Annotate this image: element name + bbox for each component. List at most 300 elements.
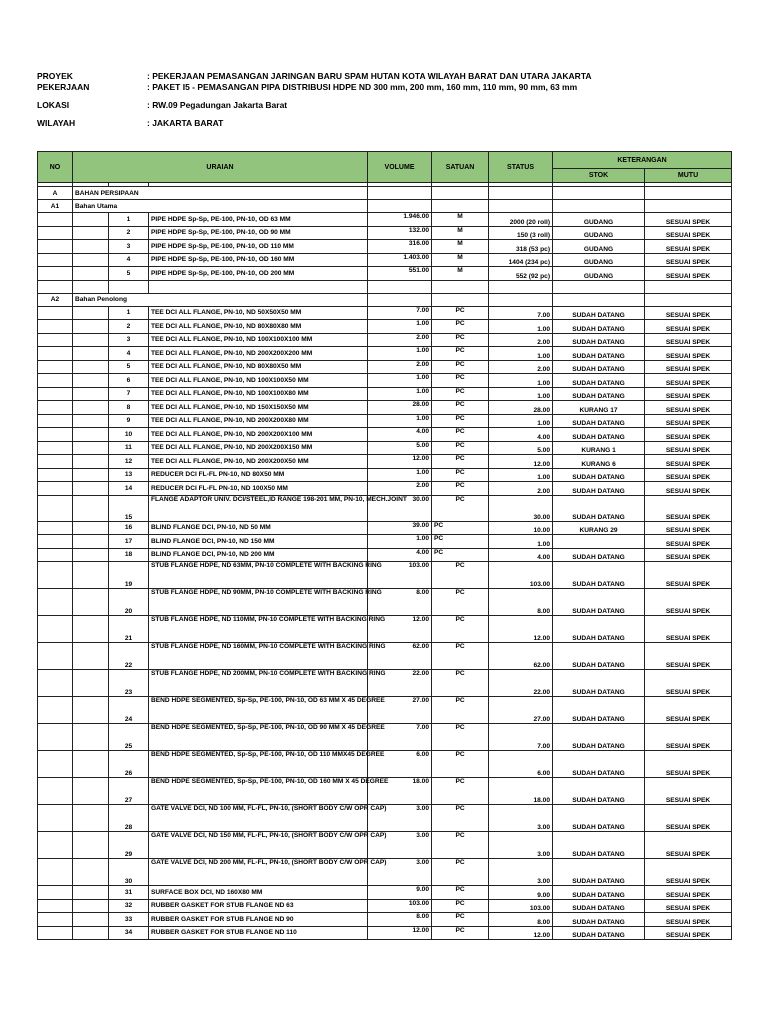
row-unit: PC bbox=[432, 521, 489, 535]
empty-cell bbox=[38, 751, 73, 778]
row-description: FLANGE ADAPTOR UNIV. DCI/STEEL,ID RANGE 198-201 MM, PN-10, MECH.JOINT bbox=[149, 495, 368, 521]
row-number: 28 bbox=[109, 805, 149, 832]
col-uraian: URAIAN bbox=[73, 152, 368, 183]
row-quality: SESUAI SPEK bbox=[645, 401, 732, 415]
row-quality: SESUAI SPEK bbox=[645, 859, 732, 886]
row-number: 2 bbox=[109, 320, 149, 334]
material-table bbox=[37, 151, 732, 940]
row-quality: SESUAI SPEK bbox=[645, 535, 732, 549]
row-unit: PC bbox=[432, 724, 489, 751]
empty-cell bbox=[38, 441, 73, 455]
empty-cell bbox=[73, 347, 109, 361]
empty-cell bbox=[38, 832, 73, 859]
row-quality: SESUAI SPEK bbox=[645, 548, 732, 562]
row-stock: SUDAH DATANG bbox=[553, 414, 645, 428]
row-description: PIPE HDPE Sp-Sp, PE-100, PN-10, OD 63 MM bbox=[149, 213, 368, 227]
empty-cell bbox=[38, 226, 73, 240]
row-quality: SESUAI SPEK bbox=[645, 213, 732, 227]
proyek-value: : PEKERJAAN PEMASANGAN JARINGAN BARU SPAM HUTAN KOTA WILAYAH BARAT DAN UTARA JAKARTA bbox=[147, 71, 592, 81]
row-quality: SESUAI SPEK bbox=[645, 495, 732, 521]
row-stock: KURANG 29 bbox=[553, 521, 645, 535]
row-volume: 28.00 bbox=[368, 401, 432, 415]
row-number: 1 bbox=[109, 213, 149, 227]
empty-cell bbox=[73, 751, 109, 778]
row-volume: 22.00 bbox=[368, 670, 432, 697]
empty-cell bbox=[73, 468, 109, 482]
row-stock: SUDAH DATANG bbox=[553, 562, 645, 589]
table-row bbox=[38, 670, 732, 697]
row-unit: PC bbox=[432, 616, 489, 643]
row-stock bbox=[553, 535, 645, 549]
row-number: 20 bbox=[109, 589, 149, 616]
row-number: 26 bbox=[109, 751, 149, 778]
row-stock: GUDANG bbox=[553, 213, 645, 227]
empty-cell bbox=[38, 360, 73, 374]
row-number: 19 bbox=[109, 562, 149, 589]
empty-cell bbox=[73, 495, 109, 521]
row-stock: GUDANG bbox=[553, 226, 645, 240]
row-status: 318 (53 pc) bbox=[489, 240, 553, 254]
row-description: GATE VALVE DCI, ND 200 MM, FL-FL, PN-10, (SHORT BODY C/W OPR CAP) bbox=[149, 859, 368, 886]
row-stock: SUDAH DATANG bbox=[553, 832, 645, 859]
row-volume: 3.00 bbox=[368, 805, 432, 832]
row-status: 2000 (20 roll) bbox=[489, 213, 553, 227]
row-quality: SESUAI SPEK bbox=[645, 926, 732, 940]
empty-cell bbox=[38, 859, 73, 886]
row-number: 31 bbox=[109, 886, 149, 900]
row-unit: M bbox=[432, 267, 489, 281]
row-description: TEE DCI ALL FLANGE, PN-10, ND 200X200X200 MM bbox=[149, 347, 368, 361]
row-quality: SESUAI SPEK bbox=[645, 240, 732, 254]
empty-cell bbox=[38, 697, 73, 724]
empty-cell bbox=[38, 535, 73, 549]
empty-cell bbox=[73, 724, 109, 751]
row-number: 11 bbox=[109, 441, 149, 455]
table-row bbox=[38, 805, 732, 832]
row-stock: SUDAH DATANG bbox=[553, 670, 645, 697]
row-quality: SESUAI SPEK bbox=[645, 697, 732, 724]
empty-cell bbox=[38, 333, 73, 347]
row-quality: SESUAI SPEK bbox=[645, 899, 732, 913]
row-volume: 1.00 bbox=[368, 320, 432, 334]
row-number: 3 bbox=[109, 333, 149, 347]
row-volume: 1.946.00 bbox=[368, 213, 432, 227]
empty-cell bbox=[38, 670, 73, 697]
row-stock: SUDAH DATANG bbox=[553, 347, 645, 361]
row-volume: 3.00 bbox=[368, 859, 432, 886]
row-stock: SUDAH DATANG bbox=[553, 387, 645, 401]
row-description: BLIND FLANGE DCI, PN-10, ND 150 MM bbox=[149, 535, 368, 549]
row-volume: 12.00 bbox=[368, 926, 432, 940]
table-row bbox=[38, 374, 732, 388]
row-unit: M bbox=[432, 253, 489, 267]
empty-cell bbox=[38, 468, 73, 482]
table-row bbox=[38, 832, 732, 859]
table-row bbox=[38, 643, 732, 670]
row-unit: PC bbox=[432, 401, 489, 415]
empty-cell bbox=[73, 616, 109, 643]
row-volume: 2.00 bbox=[368, 482, 432, 496]
row-status: 103.00 bbox=[489, 899, 553, 913]
row-description: TEE DCI ALL FLANGE, PN-10, ND 80X80X50 MM bbox=[149, 360, 368, 374]
col-mutu: MUTU bbox=[645, 169, 732, 183]
row-number: 18 bbox=[109, 548, 149, 562]
table-row bbox=[38, 616, 732, 643]
row-stock: KURANG 17 bbox=[553, 401, 645, 415]
row-quality: SESUAI SPEK bbox=[645, 360, 732, 374]
row-volume: 2.00 bbox=[368, 333, 432, 347]
col-no: NO bbox=[38, 152, 73, 183]
row-stock: SUDAH DATANG bbox=[553, 360, 645, 374]
row-number: 29 bbox=[109, 832, 149, 859]
row-unit: PC bbox=[432, 886, 489, 900]
row-status: 1404 (234 pc) bbox=[489, 253, 553, 267]
row-unit: PC bbox=[432, 926, 489, 940]
row-quality: SESUAI SPEK bbox=[645, 226, 732, 240]
row-unit: PC bbox=[432, 428, 489, 442]
row-quality: SESUAI SPEK bbox=[645, 387, 732, 401]
row-stock: SUDAH DATANG bbox=[553, 468, 645, 482]
row-status: 12.00 bbox=[489, 455, 553, 469]
row-unit: PC bbox=[432, 306, 489, 320]
row-stock: SUDAH DATANG bbox=[553, 320, 645, 334]
row-unit: PC bbox=[432, 495, 489, 521]
row-description: REDUCER DCI FL-FL PN-10, ND 80X50 MM bbox=[149, 468, 368, 482]
row-quality: SESUAI SPEK bbox=[645, 347, 732, 361]
row-description: PIPE HDPE Sp-Sp, PE-100, PN-10, OD 200 MM bbox=[149, 267, 368, 281]
row-stock: SUDAH DATANG bbox=[553, 482, 645, 496]
row-unit: PC bbox=[432, 832, 489, 859]
row-quality: SESUAI SPEK bbox=[645, 320, 732, 334]
table-row bbox=[38, 468, 732, 482]
empty-cell bbox=[73, 778, 109, 805]
row-description: REDUCER DCI FL-FL PN-10, ND 100X50 MM bbox=[149, 482, 368, 496]
empty-cell bbox=[73, 643, 109, 670]
row-description: TEE DCI ALL FLANGE, PN-10, ND 150X150X50 MM bbox=[149, 401, 368, 415]
row-number: 7 bbox=[109, 387, 149, 401]
empty-cell bbox=[73, 455, 109, 469]
table-row bbox=[38, 320, 732, 334]
row-description: STUB FLANGE HDPE, ND 200MM, PN-10 COMPLETE WITH BACKING RING bbox=[149, 670, 368, 697]
row-stock: KURANG 6 bbox=[553, 455, 645, 469]
empty-cell bbox=[73, 240, 109, 254]
row-quality: SESUAI SPEK bbox=[645, 455, 732, 469]
row-quality: SESUAI SPEK bbox=[645, 886, 732, 900]
empty-cell bbox=[73, 226, 109, 240]
row-unit: PC bbox=[432, 778, 489, 805]
col-status: STATUS bbox=[489, 152, 553, 183]
row-number: 33 bbox=[109, 913, 149, 927]
row-unit: PC bbox=[432, 468, 489, 482]
table-row bbox=[38, 441, 732, 455]
row-status: 552 (92 pc) bbox=[489, 267, 553, 281]
table-row bbox=[38, 455, 732, 469]
row-number: 10 bbox=[109, 428, 149, 442]
row-status: 28.00 bbox=[489, 401, 553, 415]
table-row bbox=[38, 267, 732, 281]
row-description: PIPE HDPE Sp-Sp, PE-100, PN-10, OD 160 MM bbox=[149, 253, 368, 267]
empty-cell bbox=[73, 253, 109, 267]
empty-cell bbox=[38, 521, 73, 535]
row-status: 3.00 bbox=[489, 805, 553, 832]
row-description: BLIND FLANGE DCI, PN-10, ND 200 MM bbox=[149, 548, 368, 562]
row-description: SURFACE BOX DCI, ND 160X80 MM bbox=[149, 886, 368, 900]
row-description: BEND HDPE SEGMENTED, Sp-Sp, PE-100, PN-10, OD 110 MMX45 DEGREE bbox=[149, 751, 368, 778]
row-quality: SESUAI SPEK bbox=[645, 805, 732, 832]
empty-cell bbox=[73, 267, 109, 281]
row-unit: M bbox=[432, 240, 489, 254]
row-unit: PC bbox=[432, 387, 489, 401]
row-unit: M bbox=[432, 213, 489, 227]
row-status: 1.00 bbox=[489, 414, 553, 428]
row-description: TEE DCI ALL FLANGE, PN-10, ND 200X200X50 MM bbox=[149, 455, 368, 469]
row-status: 2.00 bbox=[489, 333, 553, 347]
table-row bbox=[38, 213, 732, 227]
row-volume: 6.00 bbox=[368, 751, 432, 778]
row-volume: 7.00 bbox=[368, 724, 432, 751]
row-volume: 1.00 bbox=[368, 414, 432, 428]
row-unit: PC bbox=[432, 548, 489, 562]
row-number: 12 bbox=[109, 455, 149, 469]
row-volume: 4.00 bbox=[368, 428, 432, 442]
row-number: 13 bbox=[109, 468, 149, 482]
row-description: PIPE HDPE Sp-Sp, PE-100, PN-10, OD 110 MM bbox=[149, 240, 368, 254]
row-status: 7.00 bbox=[489, 724, 553, 751]
empty-cell bbox=[38, 589, 73, 616]
row-stock: SUDAH DATANG bbox=[553, 805, 645, 832]
empty-cell bbox=[73, 535, 109, 549]
row-quality: SESUAI SPEK bbox=[645, 778, 732, 805]
empty-cell bbox=[73, 441, 109, 455]
row-number: 4 bbox=[109, 347, 149, 361]
table-row bbox=[38, 495, 732, 521]
row-stock: KURANG 1 bbox=[553, 441, 645, 455]
table-row bbox=[38, 428, 732, 442]
row-volume: 1.00 bbox=[368, 387, 432, 401]
row-number: 2 bbox=[109, 226, 149, 240]
row-volume: 9.00 bbox=[368, 886, 432, 900]
row-unit: PC bbox=[432, 643, 489, 670]
row-volume: 2.00 bbox=[368, 360, 432, 374]
row-description: TEE DCI ALL FLANGE, PN-10, ND 100X100X100 MM bbox=[149, 333, 368, 347]
row-volume: 1.00 bbox=[368, 535, 432, 549]
row-stock: SUDAH DATANG bbox=[553, 859, 645, 886]
row-number: 23 bbox=[109, 670, 149, 697]
table-row bbox=[38, 521, 732, 535]
row-status: 12.00 bbox=[489, 616, 553, 643]
empty-cell bbox=[38, 320, 73, 334]
row-volume: 103.00 bbox=[368, 562, 432, 589]
row-number: 4 bbox=[109, 253, 149, 267]
row-number: 14 bbox=[109, 482, 149, 496]
row-number: 8 bbox=[109, 401, 149, 415]
row-status: 12.00 bbox=[489, 926, 553, 940]
row-quality: SESUAI SPEK bbox=[645, 616, 732, 643]
empty-cell bbox=[38, 428, 73, 442]
empty-cell bbox=[73, 387, 109, 401]
row-unit: PC bbox=[432, 333, 489, 347]
empty-cell bbox=[73, 859, 109, 886]
row-status: 2.00 bbox=[489, 360, 553, 374]
row-volume: 1.00 bbox=[368, 347, 432, 361]
row-quality: SESUAI SPEK bbox=[645, 428, 732, 442]
row-description: RUBBER GASKET FOR STUB FLANGE ND 90 bbox=[149, 913, 368, 927]
row-unit: PC bbox=[432, 562, 489, 589]
empty-cell bbox=[73, 670, 109, 697]
row-stock: SUDAH DATANG bbox=[553, 589, 645, 616]
row-stock: SUDAH DATANG bbox=[553, 643, 645, 670]
row-status: 18.00 bbox=[489, 778, 553, 805]
empty-cell bbox=[38, 482, 73, 496]
table-row bbox=[38, 360, 732, 374]
row-description: STUB FLANGE HDPE, ND 160MM, PN-10 COMPLETE WITH BACKING RING bbox=[149, 643, 368, 670]
empty-cell bbox=[73, 521, 109, 535]
row-stock: SUDAH DATANG bbox=[553, 913, 645, 927]
col-stok: STOK bbox=[553, 169, 645, 183]
row-quality: SESUAI SPEK bbox=[645, 306, 732, 320]
row-unit: PC bbox=[432, 455, 489, 469]
col-satuan: SATUAN bbox=[432, 152, 489, 183]
empty-cell bbox=[73, 482, 109, 496]
row-quality: SESUAI SPEK bbox=[645, 267, 732, 281]
row-status: 1.00 bbox=[489, 468, 553, 482]
row-number: 16 bbox=[109, 521, 149, 535]
empty-cell bbox=[38, 387, 73, 401]
row-status: 30.00 bbox=[489, 495, 553, 521]
wilayah-value: : JAKARTA BARAT bbox=[147, 118, 224, 128]
empty-cell bbox=[38, 886, 73, 900]
pekerjaan-value: : PAKET I5 - PEMASANGAN PIPA DISTRIBUSI HDPE ND 300 mm, 200 mm, 160 mm, 110 mm, 90 mm, 63 mm bbox=[147, 82, 578, 92]
row-description: STUB FLANGE HDPE, ND 110MM, PN-10 COMPLETE WITH BACKING RING bbox=[149, 616, 368, 643]
row-quality: SESUAI SPEK bbox=[645, 441, 732, 455]
row-number: 15 bbox=[109, 495, 149, 521]
row-unit: PC bbox=[432, 360, 489, 374]
row-stock: GUDANG bbox=[553, 253, 645, 267]
section-code: A1 bbox=[38, 200, 73, 213]
row-volume: 103.00 bbox=[368, 899, 432, 913]
table-row bbox=[38, 548, 732, 562]
empty-cell bbox=[38, 374, 73, 388]
empty-cell bbox=[73, 414, 109, 428]
table-row bbox=[38, 387, 732, 401]
row-number: 27 bbox=[109, 778, 149, 805]
row-unit: PC bbox=[432, 913, 489, 927]
row-volume: 1.403.00 bbox=[368, 253, 432, 267]
empty-cell bbox=[38, 306, 73, 320]
section-code: A2 bbox=[38, 293, 73, 306]
row-unit: PC bbox=[432, 805, 489, 832]
row-quality: SESUAI SPEK bbox=[645, 751, 732, 778]
empty-cell bbox=[73, 926, 109, 940]
row-status: 6.00 bbox=[489, 751, 553, 778]
row-description: BEND HDPE SEGMENTED, Sp-Sp, PE-100, PN-10, OD 63 MM X 45 DEGREE bbox=[149, 697, 368, 724]
row-unit: PC bbox=[432, 751, 489, 778]
row-volume: 5.00 bbox=[368, 441, 432, 455]
empty-cell bbox=[38, 347, 73, 361]
row-unit: PC bbox=[432, 347, 489, 361]
row-number: 22 bbox=[109, 643, 149, 670]
row-description: STUB FLANGE HDPE, ND 90MM, PN-10 COMPLETE WITH BACKING RING bbox=[149, 589, 368, 616]
row-volume: 18.00 bbox=[368, 778, 432, 805]
row-number: 3 bbox=[109, 240, 149, 254]
table-row bbox=[38, 401, 732, 415]
row-stock: GUDANG bbox=[553, 240, 645, 254]
row-quality: SESUAI SPEK bbox=[645, 521, 732, 535]
row-stock: SUDAH DATANG bbox=[553, 724, 645, 751]
empty-cell bbox=[38, 253, 73, 267]
empty-cell bbox=[73, 886, 109, 900]
row-unit: M bbox=[432, 226, 489, 240]
row-stock: SUDAH DATANG bbox=[553, 886, 645, 900]
row-stock: SUDAH DATANG bbox=[553, 548, 645, 562]
empty-cell bbox=[38, 778, 73, 805]
row-volume: 39.00 bbox=[368, 521, 432, 535]
row-volume: 30.00 bbox=[368, 495, 432, 521]
row-status: 7.00 bbox=[489, 306, 553, 320]
empty-cell bbox=[73, 697, 109, 724]
table-row bbox=[38, 562, 732, 589]
row-number: 32 bbox=[109, 899, 149, 913]
empty-cell bbox=[73, 306, 109, 320]
empty-cell bbox=[73, 805, 109, 832]
row-status: 62.00 bbox=[489, 643, 553, 670]
table-row bbox=[38, 778, 732, 805]
section-code: A bbox=[38, 187, 73, 200]
table-row bbox=[38, 751, 732, 778]
row-unit: PC bbox=[432, 374, 489, 388]
row-number: 17 bbox=[109, 535, 149, 549]
empty-cell bbox=[38, 455, 73, 469]
row-status: 3.00 bbox=[489, 859, 553, 886]
row-status: 8.00 bbox=[489, 913, 553, 927]
section-row bbox=[38, 187, 732, 200]
row-description: TEE DCI ALL FLANGE, PN-10, ND 200X200X100 MM bbox=[149, 428, 368, 442]
row-status: 1.00 bbox=[489, 535, 553, 549]
empty-cell bbox=[38, 805, 73, 832]
row-quality: SESUAI SPEK bbox=[645, 482, 732, 496]
row-description: BLIND FLANGE DCI, PN-10, ND 50 MM bbox=[149, 521, 368, 535]
empty-cell bbox=[73, 899, 109, 913]
row-unit: PC bbox=[432, 320, 489, 334]
row-volume: 551.00 bbox=[368, 267, 432, 281]
row-description: GATE VALVE DCI, ND 100 MM, FL-FL, PN-10, (SHORT BODY C/W OPR CAP) bbox=[149, 805, 368, 832]
empty-cell bbox=[38, 414, 73, 428]
empty-cell bbox=[38, 495, 73, 521]
empty-cell bbox=[38, 213, 73, 227]
empty-cell bbox=[38, 913, 73, 927]
row-status: 22.00 bbox=[489, 670, 553, 697]
row-volume: 8.00 bbox=[368, 589, 432, 616]
table-row bbox=[38, 240, 732, 254]
empty-cell bbox=[73, 589, 109, 616]
row-volume: 62.00 bbox=[368, 643, 432, 670]
empty-cell bbox=[73, 832, 109, 859]
row-number: 9 bbox=[109, 414, 149, 428]
row-volume: 8.00 bbox=[368, 913, 432, 927]
row-status: 8.00 bbox=[489, 589, 553, 616]
row-number: 25 bbox=[109, 724, 149, 751]
row-quality: SESUAI SPEK bbox=[645, 562, 732, 589]
row-stock: SUDAH DATANG bbox=[553, 697, 645, 724]
table-row bbox=[38, 306, 732, 320]
row-description: TEE DCI ALL FLANGE, PN-10, ND 50X50X50 MM bbox=[149, 306, 368, 320]
empty-cell bbox=[38, 643, 73, 670]
row-unit: PC bbox=[432, 670, 489, 697]
row-description: TEE DCI ALL FLANGE, PN-10, ND 80X80X80 MM bbox=[149, 320, 368, 334]
row-quality: SESUAI SPEK bbox=[645, 253, 732, 267]
table-row bbox=[38, 333, 732, 347]
row-quality: SESUAI SPEK bbox=[645, 414, 732, 428]
